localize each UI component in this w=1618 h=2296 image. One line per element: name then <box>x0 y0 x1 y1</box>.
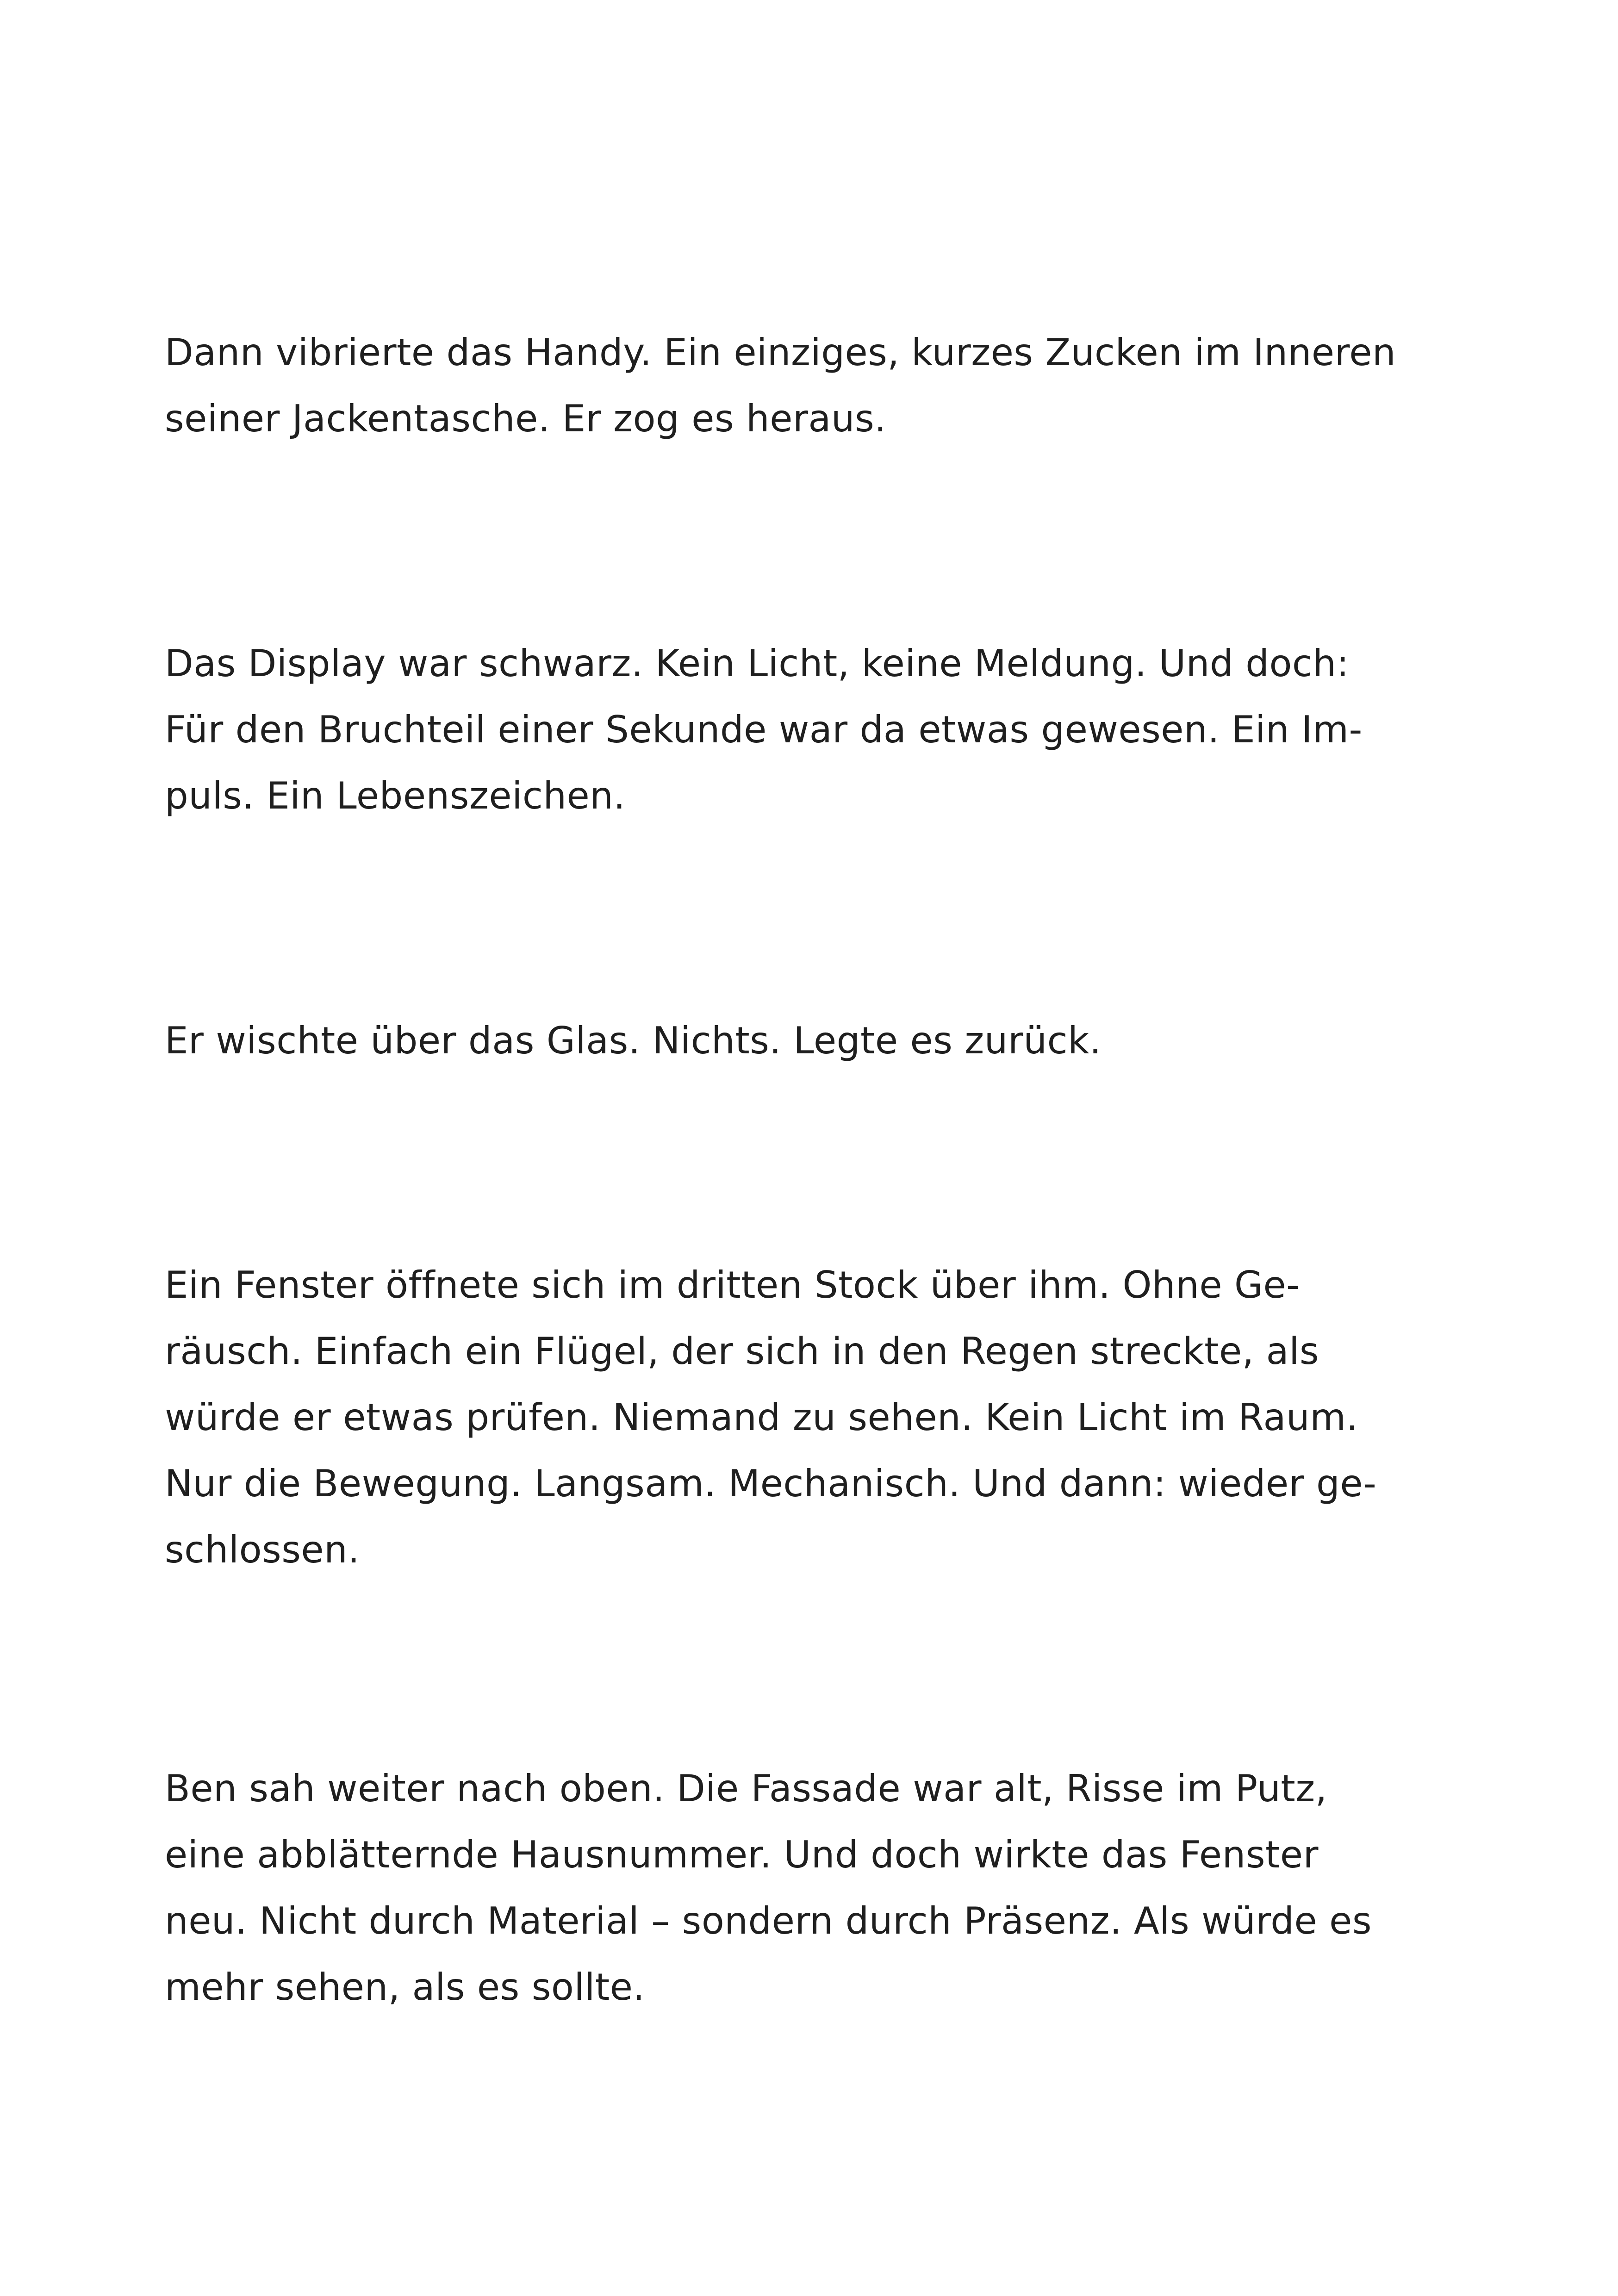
text-line: Das Display war schwarz. Kein Licht, keine Meldung. Und doch: <box>165 642 1350 685</box>
text-line: Für den Bruchteil einer Sekunde war da etwas gewesen. Ein Im- <box>165 708 1363 751</box>
paragraph-2 <box>165 630 1461 829</box>
paragraph-4 <box>165 1252 1461 1583</box>
text-line: räusch. Einfach ein Flügel, der sich in den Regen streckte, als <box>165 1330 1319 1373</box>
text-line: mehr sehen, als es sollte. <box>165 1966 645 2009</box>
text-line: Ein Fenster öffnete sich im dritten Stock über ihm. Ohne Ge- <box>165 1263 1300 1307</box>
text-line: eine abblätternde Hausnummer. Und doch wirkte das Fenster <box>165 1833 1319 1876</box>
text-line: Nur die Bewegung. Langsam. Mechanisch. Und dann: wieder ge- <box>165 1462 1377 1505</box>
text-line: neu. Nicht durch Material – sondern durch Präsenz. Als würde es <box>165 1899 1372 1942</box>
text-line: puls. Ein Lebenszeichen. <box>165 774 626 817</box>
paragraph-5 <box>165 1755 1461 2020</box>
text-line: würde er etwas prüfen. Niemand zu sehen. Kein Licht im Raum. <box>165 1396 1358 1439</box>
paragraph-1 <box>165 319 1461 452</box>
text-line: Er wischte über das Glas. Nichts. Legte es zurück. <box>165 1019 1101 1062</box>
paragraph-3 <box>165 1008 1461 1074</box>
text-line: Ben sah weiter nach oben. Die Fassade war alt, Risse im Putz, <box>165 1767 1327 1810</box>
text-line: seiner Jackentasche. Er zog es heraus. <box>165 397 887 440</box>
text-line: Dann vibrierte das Handy. Ein einziges, kurzes Zucken im Inneren <box>165 331 1396 374</box>
text-line: schlossen. <box>165 1528 360 1571</box>
